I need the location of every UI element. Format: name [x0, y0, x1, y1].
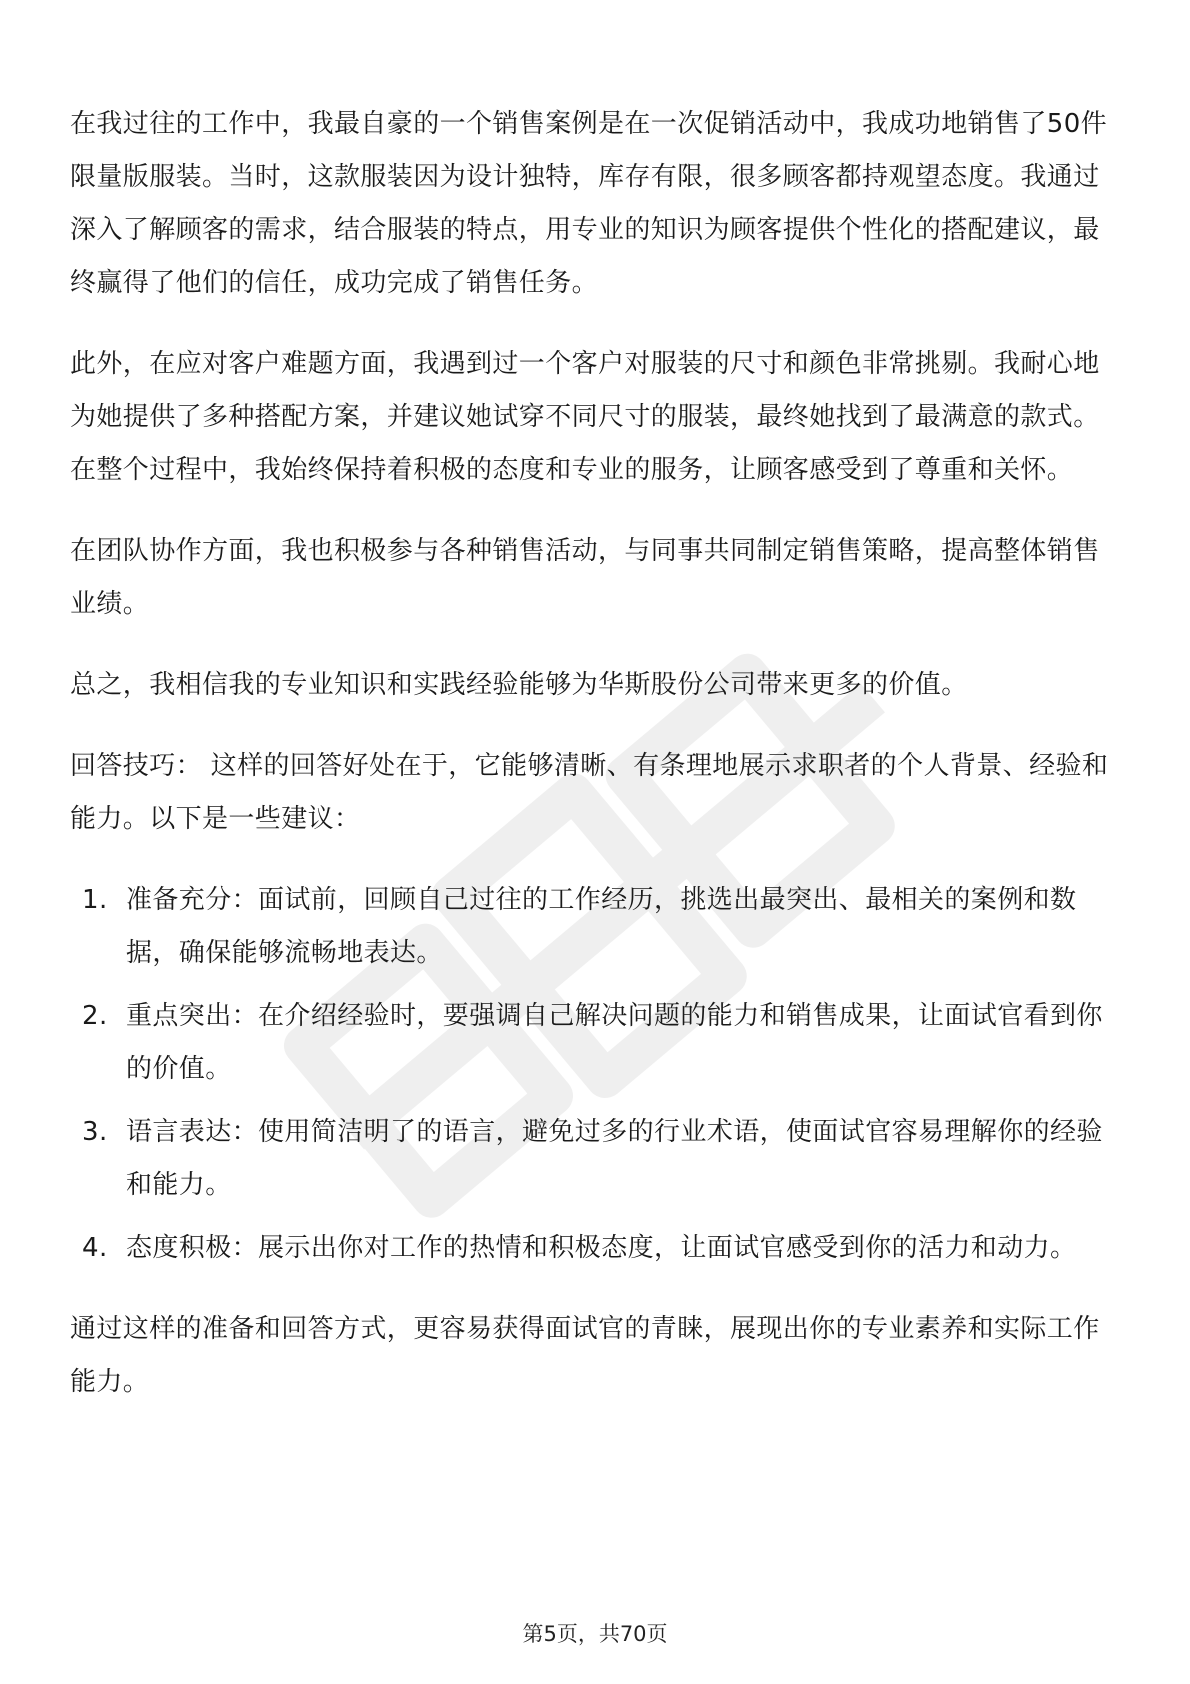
paragraph-teamwork: 在团队协作方面，我也积极参与各种销售活动，与同事共同制定销售策略，提高整体销售业绩。: [70, 536, 1100, 619]
list-item-number: 4.: [82, 1233, 108, 1263]
list-item: [70, 1106, 1120, 1212]
paragraph-summary: 总之，我相信我的专业知识和实践经验能够为华斯股份公司带来更多的价值。: [70, 670, 968, 700]
page-number-footer: 第5页，共70页: [522, 1622, 668, 1646]
list-item-number: 2.: [82, 1001, 108, 1031]
tips-list: [70, 874, 1120, 1275]
list-item: [70, 1222, 1120, 1275]
list-item: [70, 874, 1120, 980]
list-item-text: 重点突出：在介绍经验时，要强调自己解决问题的能力和销售成果，让面试官看到你的价值。: [126, 1001, 1103, 1084]
list-item-number: 1.: [82, 885, 108, 915]
paragraph-sales-case: 在我过往的工作中，我最自豪的一个销售案例是在一次促销活动中，我成功地销售了50件限量版服装。当时，这款服装因为设计独特，库存有限，很多顾客都持观望态度。我通过深入了解顾客的需求，结合服装的特点，用专业的知识为顾客提供个性化的搭配建议，最终赢得了他们的信任，成功完成了销售任务。: [70, 109, 1108, 298]
list-item-number: 3.: [82, 1117, 108, 1147]
list-item-text: 语言表达：使用简洁明了的语言，避免过多的行业术语，使面试官容易理解你的经验和能力。: [126, 1117, 1103, 1200]
paragraph-closing: 通过这样的准备和回答方式，更容易获得面试官的青睐，展现出你的专业素养和实际工作能力。: [70, 1314, 1100, 1397]
paragraph-customer-problem: 此外，在应对客户难题方面，我遇到过一个客户对服装的尺寸和颜色非常挑剔。我耐心地为她提供了多种搭配方案，并建议她试穿不同尺寸的服装，最终她找到了最满意的款式。在整个过程中，我始终保持着积极的态度和专业的服务，让顾客感受到了尊重和关怀。: [70, 349, 1100, 485]
list-item: [70, 990, 1120, 1096]
document-body: [70, 98, 1120, 1437]
list-item-text: 准备充分：面试前，回顾自己过往的工作经历，挑选出最突出、最相关的案例和数据，确保能够流畅地表达。: [126, 885, 1077, 968]
list-item-text: 态度积极：展示出你对工作的热情和积极态度，让面试官感受到你的活力和动力。: [126, 1233, 1077, 1263]
paragraph-answer-tips: 回答技巧： 这样的回答好处在于，它能够清晰、有条理地展示求职者的个人背景、经验和能力。以下是一些建议：: [70, 751, 1109, 834]
